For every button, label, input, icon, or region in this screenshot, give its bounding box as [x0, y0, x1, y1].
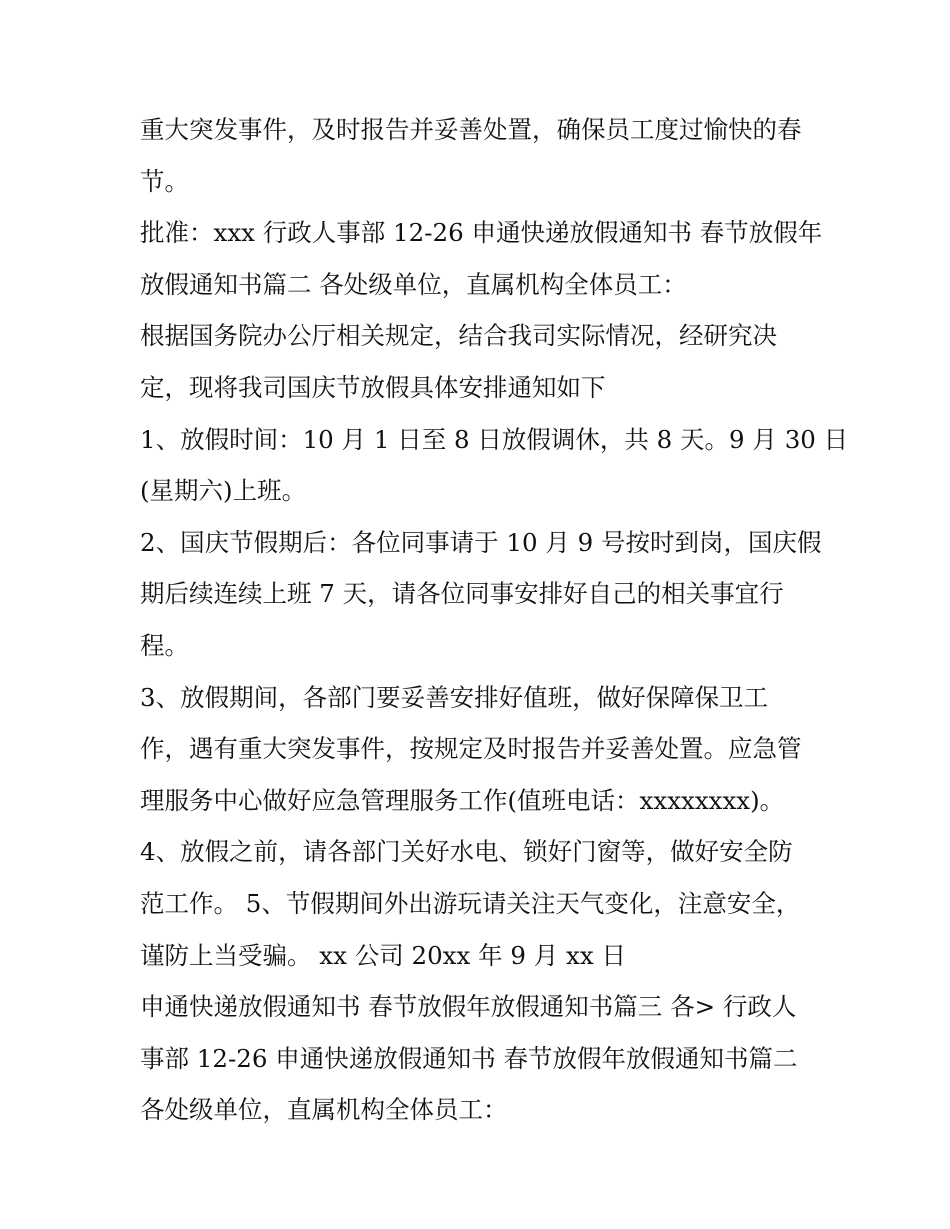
text-line: 根据国务院办公厅相关规定，结合我司实际情况，经研究决 — [140, 321, 777, 351]
text-line: (星期六)上班。 — [140, 476, 307, 506]
text-line: 程。 — [140, 630, 189, 660]
text-line: 各处级单位，直属机构全体员工： — [140, 1095, 508, 1125]
text-line: 事部 12-26 申通快递放假通知书 春节放假年放假通知书篇二 — [140, 1043, 798, 1073]
text-line: 1、放假时间：10 月 1 日至 8 日放假调休，共 8 天。9 月 30 日 — [140, 424, 849, 454]
text-line: 理服务中心做好应急管理服务工作(值班电话：xxxxxxxx)。 — [140, 785, 785, 815]
text-line: 重大突发事件，及时报告并妥善处置，确保员工度过愉快的春 — [140, 115, 802, 144]
text-line: 3、放假期间，各部门要妥善安排好值班，做好保障保卫工 — [140, 682, 769, 712]
text-line: 期后续连续上班 7 天，请各位同事安排好自己的相关事宜行 — [140, 579, 784, 609]
document-body — [140, 104, 849, 1136]
text-line: 谨防上当受骗。 xx 公司 20xx 年 9 月 xx 日 — [140, 940, 626, 970]
text-line: 2、国庆节假期后：各位同事请于 10 月 9 号按时到岗，国庆假 — [140, 527, 822, 557]
text-line: 放假通知书篇二 各处级单位，直属机构全体员工： — [140, 269, 687, 299]
text-line: 申通快递放假通知书 春节放假年放假通知书篇三 各> 行政人 — [140, 992, 797, 1022]
text-line: 范工作。 5、节假期间外出游玩请关注天气变化，注意安全， — [140, 888, 801, 918]
text-line: 4、放假之前，请各部门关好水电、锁好门窗等，做好安全防 — [140, 837, 793, 867]
text-line: 定，现将我司国庆节放假具体安排通知如下 — [140, 372, 606, 402]
text-line: 作，遇有重大突发事件，按规定及时报告并妥善处置。应急管 — [140, 734, 802, 764]
text-line: 节。 — [140, 166, 189, 196]
text-line: 批准：xxx 行政人事部 12-26 申通快递放假通知书 春节放假年 — [140, 218, 823, 248]
